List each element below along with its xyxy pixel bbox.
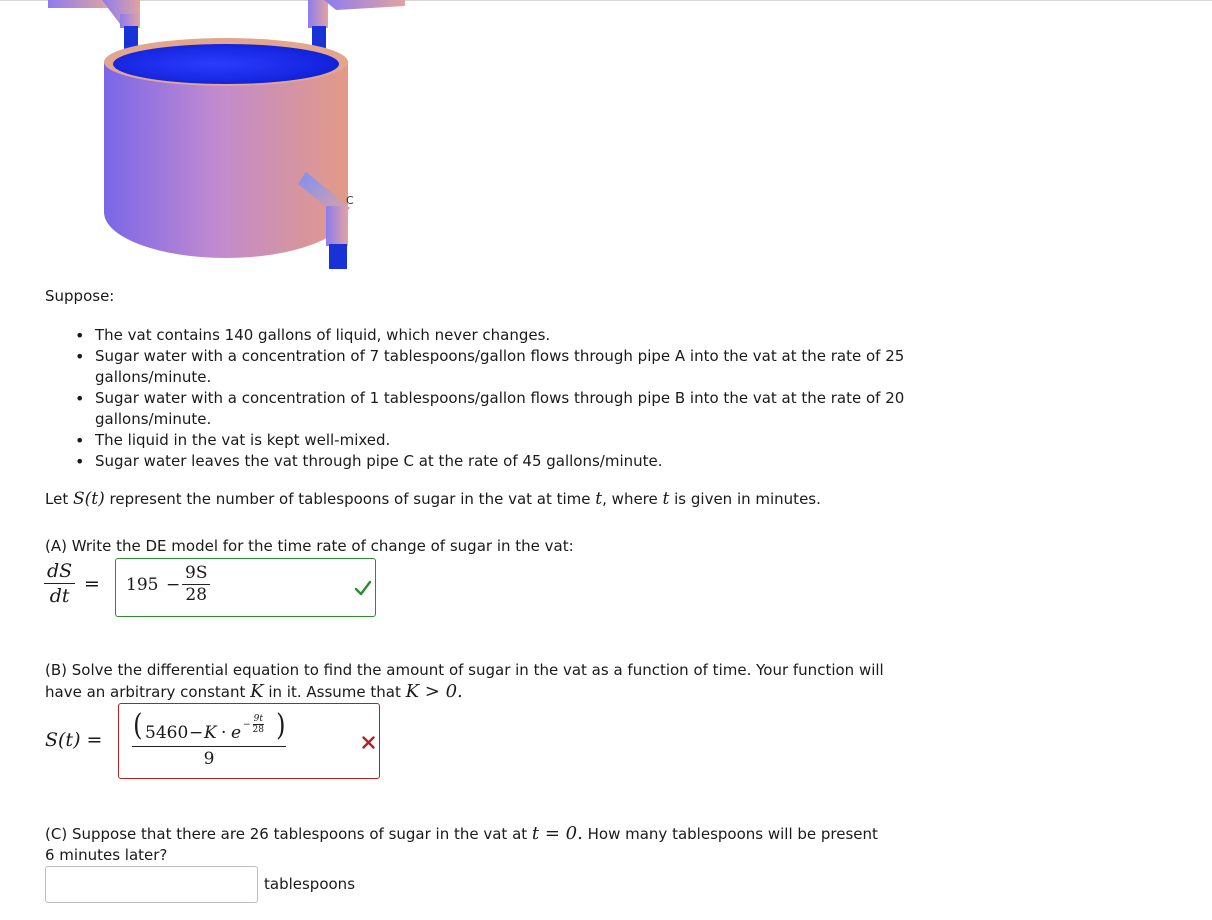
initial-condition: t = 0.: [531, 823, 583, 844]
answer-field-b[interactable]: [118, 703, 380, 779]
vat-body: [104, 62, 348, 258]
condition-item: • Sugar water with a concentration of 1 tablespoons/gallon flows through pipe B into the vat at the rate of 20 gallons/minute.: [95, 388, 905, 430]
derivative-denominator: dt: [49, 585, 70, 607]
condition-item: • The liquid in the vat is kept well-mixed.: [95, 430, 905, 451]
answer-b-minus: −: [189, 723, 204, 743]
answer-a-numerator: 9S: [182, 564, 210, 585]
let-mid2: , where: [602, 490, 663, 508]
let-prefix: Let: [45, 490, 73, 508]
answer-field-a[interactable]: [115, 558, 376, 617]
answer-b-numerator: [132, 710, 286, 747]
answer-b-constant: 5460: [145, 723, 189, 743]
derivative-fraction: [44, 560, 75, 607]
definition-line: [45, 489, 821, 510]
exponent-numerator: 9t: [253, 714, 263, 724]
suppose-label: Suppose:: [45, 287, 115, 305]
exponent-fraction: [253, 714, 264, 735]
assumption: K > 0.: [405, 681, 463, 702]
pipe-b: [308, 0, 405, 50]
part-b-prefix: (B) Solve the differential equation to find the amount of sugar in the vat as a function of time. Your function will have an arbitrary constant: [45, 661, 884, 701]
condition-item: • The vat contains 140 gallons of liquid, which never changes.: [95, 325, 905, 346]
answer-input-c[interactable]: [45, 866, 258, 903]
condition-item: • Sugar water leaves the vat through pipe C at the rate of 45 gallons/minute.: [95, 451, 905, 472]
cross-icon: [361, 735, 376, 750]
answer-b-exponent: [243, 714, 264, 735]
pipe-a: [48, 0, 140, 50]
vat-liquid: [113, 44, 339, 84]
part-a-question: (A) Write the DE model for the time rate of change of sugar in the vat:: [45, 537, 574, 555]
left-paren: (: [133, 708, 143, 743]
answer-b-cdot: ·: [221, 723, 227, 743]
let-mid: represent the number of tablespoons of sugar in the vat at time: [104, 490, 596, 508]
part-b-question: [45, 660, 885, 703]
constant-k: K: [250, 681, 264, 702]
part-c-suffix: How many tablespoons will be present 6 minutes later?: [45, 825, 878, 864]
answer-a-fraction: [182, 564, 210, 605]
conditions-list: [45, 325, 905, 472]
part-c-question: [45, 823, 885, 866]
exponent-sign: −: [243, 719, 251, 730]
let-suffix: is given in minutes.: [669, 490, 821, 508]
answer-b-denominator: 9: [203, 749, 215, 769]
answer-a-constant: 195: [126, 575, 159, 595]
units-label: tablespoons: [264, 875, 356, 893]
answer-a-denominator: 28: [185, 585, 208, 605]
time-var: t: [662, 489, 670, 509]
equals-sign: =: [84, 573, 100, 595]
sugar-function: S(t): [72, 489, 105, 509]
answer-a-minus: −: [166, 575, 181, 595]
condition-item: • Sugar water with a concentration of 7 tablespoons/gallon flows through pipe A into the vat at the rate of 25 gallons/minute.: [95, 346, 905, 388]
answer-b-k: K: [204, 723, 217, 743]
pipe-c-label: C: [346, 194, 354, 207]
part-c-prefix: (C) Suppose that there are 26 tablespoons of sugar in the vat at: [45, 825, 532, 843]
solution-label: S(t) =: [45, 729, 103, 751]
derivative-numerator: dS: [44, 560, 75, 584]
part-b-mid: in it. Assume that: [263, 683, 406, 701]
answer-b-e: e: [231, 723, 242, 743]
time-var: t: [595, 489, 603, 509]
check-icon: [354, 579, 372, 597]
vat-illustration: [40, 0, 420, 280]
right-paren: ): [276, 708, 286, 743]
exponent-denominator: 28: [252, 725, 264, 735]
answer-b-fraction: [132, 710, 286, 771]
